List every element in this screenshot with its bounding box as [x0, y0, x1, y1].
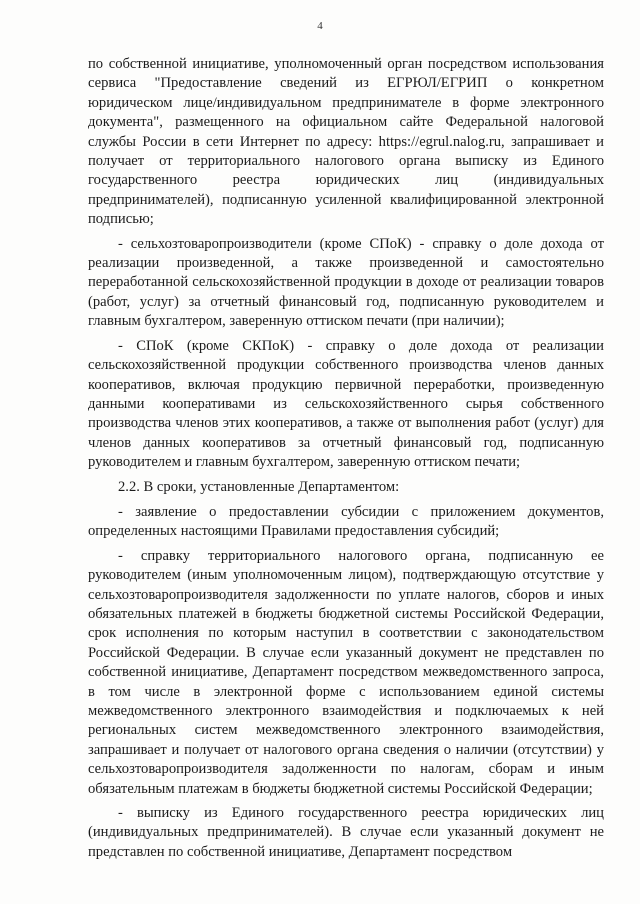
paragraph-subsidy-application: - заявление о предоставлении субсидии с приложением документов, определенных настоящими Правилами предоставления субсидий; — [88, 503, 604, 540]
paragraph-continuation-egrul: по собственной инициативе, уполномоченный орган посредством использования сервиса "Предоставление сведений из ЕГРЮЛ/ЕГРИП о конкретном юридическом лице/индивидуальном предпринимателе в форме электронного документа", размещенного на официальном сайте Федеральной налоговой службы России в сети Интернет по адресу: https://egrul.nalog.ru, запрашивает и получает от территориального налогового органа выписку из Единого государственного реестра юридических лиц (индивидуальных предпринимателей), подписанную усиленной квалифицированной электронной подписью; — [88, 56, 604, 228]
document-body — [88, 55, 604, 867]
page-number: 4 — [317, 20, 323, 32]
paragraph-spok-income-certificate: - СПоК (кроме СКПоК) - справку о доле дохода от реализации сельскохозяйственной продукции собственного производства членов данных кооперативов, включая продукцию первичной переработки, произведенную данными кооперативами из сельскохозяйственного сырья собственного производства членов этих кооперативов, а также от выполнения работ (услуг) для членов данных кооперативов за отчетный финансовый год, подписанную руководителем и главным бухгалтером, заверенную оттиском печати; — [88, 337, 604, 471]
section-heading-2-2: 2.2. В сроки, установленные Департаментом: — [118, 478, 400, 495]
paragraph-egrul-extract: - выписку из Единого государственного реестра юридических лиц (индивидуальных предпринимателей). В случае если указанный документ не представлен по собственной инициативе, Департамент посредством — [88, 805, 604, 860]
paragraph-producers-income-certificate: - сельхозтоваропроизводители (кроме СПоК) - справку о доле дохода от реализации произведенной, а также произведенной и самостоятельно переработанной сельскохозяйственной продукции в доходе от реализации товаров (работ, услуг) за отчетный финансовый год, подписанную руководителем и главным бухгалтером, заверенную оттиском печати (при наличии); — [88, 235, 604, 330]
paragraph-tax-certificate: - справку территориального налогового органа, подписанную ее руководителем (иным уполномоченным лицом), подтверждающую отсутствие у сельхозтоваропроизводителя задолженности по уплате налогов, сборов и иных обязательных платежей в бюджеты бюджетной системы Российской Федерации, срок исполнения по которым наступил в соответствии с законодательством Российской Федерации. В случае если указанный документ не представлен по собственной инициативе, Департамент посредством межведомственного запроса, в том числе в электронной форме с использованием единой системы межведомственного электронного взаимодействия и подключаемых к ней региональных систем межведомственного электронного взаимодействия, запрашивает и получает от налогового органа сведения о наличии (отсутствии) у сельхозтоваропроизводителя задолженности по налогам, сборам и иным обязательным платежам в бюджеты бюджетной системы Российской Федерации; — [88, 547, 604, 797]
